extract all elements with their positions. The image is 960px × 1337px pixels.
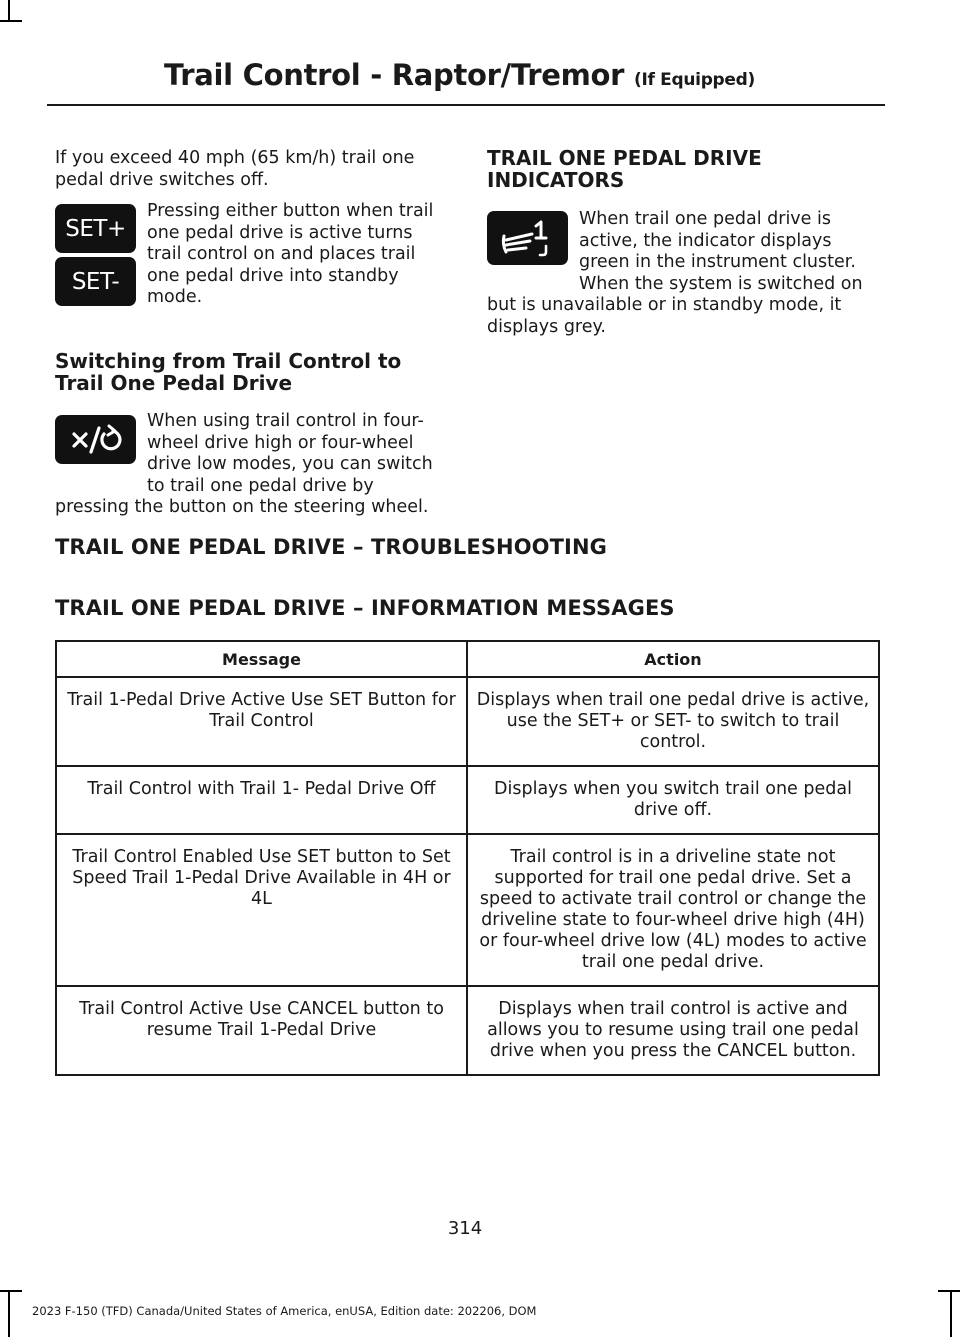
message-cell: Trail 1-Pedal Drive Active Use SET Button for Trail Control <box>56 677 467 766</box>
crop-mark <box>950 1290 952 1337</box>
table-row <box>56 766 879 834</box>
header-divider <box>47 104 885 106</box>
troubleshooting-heading: TRAIL ONE PEDAL DRIVE – TROUBLESHOOTING <box>55 535 607 559</box>
table-header-row <box>56 641 879 677</box>
table-row <box>56 986 879 1075</box>
crop-mark <box>0 20 22 22</box>
left-column <box>55 148 450 519</box>
switching-paragraph-text: When using trail control in four-wheel drive high or four-wheel drive low modes, you can switch to trail one pedal drive by pressing the button on the steering wheel. <box>55 411 433 517</box>
switching-block <box>55 411 450 519</box>
cancel-resume-icon-svg <box>66 422 126 458</box>
page-title-qualifier: (If Equipped) <box>633 70 755 90</box>
column-header-action: Action <box>467 641 879 677</box>
set-plus-button-image: SET+ <box>55 204 136 253</box>
action-cell: Displays when you switch trail one pedal drive off. <box>467 766 879 834</box>
action-cell: Displays when trail one pedal drive is active, use the SET+ or SET- to switch to trail control. <box>467 677 879 766</box>
crop-mark <box>938 1290 960 1292</box>
trail-one-pedal-drive-indicator-icon <box>487 211 568 265</box>
page-title <box>164 58 755 92</box>
exceed-paragraph: If you exceed 40 mph (65 km/h) trail one pedal drive switches off. <box>55 148 415 190</box>
set-buttons-block <box>55 201 450 307</box>
message-cell: Trail Control Active Use CANCEL button to resume Trail 1-Pedal Drive <box>56 986 467 1075</box>
message-cell: Trail Control with Trail 1- Pedal Drive Off <box>56 766 467 834</box>
indicators-block <box>487 209 882 338</box>
indicators-heading: TRAIL ONE PEDAL DRIVE INDICATORS <box>487 146 762 192</box>
cancel-resume-icon <box>55 415 136 464</box>
crop-mark <box>8 0 10 22</box>
action-cell: Trail control is in a driveline state not supported for trail one pedal drive. Set a speed to activate trail control or change the driveline state to four-wheel drive high (4H) or four-wheel drive low (4L) modes to active trail one pedal drive. <box>467 834 879 986</box>
set-minus-button-image: SET- <box>55 257 136 306</box>
message-cell: Trail Control Enabled Use SET button to Set Speed Trail 1-Pedal Drive Available in 4H or 4L <box>56 834 467 986</box>
indicators-paragraph-text: When trail one pedal drive is active, the indicator displays green in the instrument cluster. When the system is switched on but is unavailable or in standby mode, it displays grey. <box>487 209 863 337</box>
action-cell: Displays when trail control is active and allows you to resume using trail one pedal drive when you press the CANCEL button. <box>467 986 879 1075</box>
right-column <box>487 148 882 338</box>
crop-mark <box>8 1290 10 1337</box>
pedal-indicator-svg <box>496 216 560 260</box>
table-row <box>56 834 879 986</box>
page-number: 314 <box>447 1218 483 1239</box>
page-title-text: Trail Control - Raptor/Tremor <box>163 58 625 92</box>
crop-mark <box>0 1290 22 1292</box>
column-header-message: Message <box>56 641 467 677</box>
edition-footer: 2023 F-150 (TFD) Canada/United States of America, enUSA, Edition date: 202206, DOM <box>32 1304 537 1318</box>
information-messages-heading: TRAIL ONE PEDAL DRIVE – INFORMATION MESSAGES <box>55 596 675 620</box>
information-messages-table <box>55 640 880 1076</box>
table-row <box>56 677 879 766</box>
switching-heading: Switching from Trail Control to Trail One Pedal Drive <box>55 349 402 395</box>
pressing-paragraph: Pressing either button when trail one pedal drive is active turns trail control on and places trail one pedal drive into standby mode. <box>147 201 434 307</box>
